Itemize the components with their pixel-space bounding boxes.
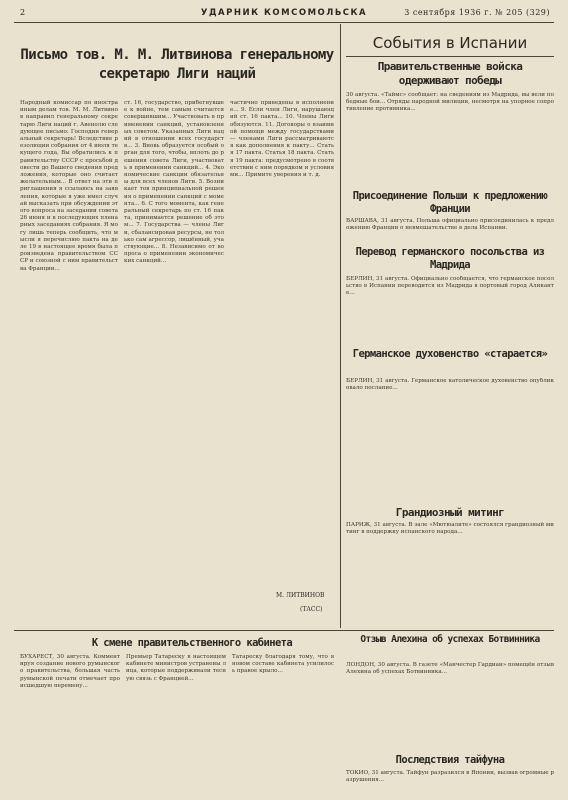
- page-number: 2: [20, 8, 26, 17]
- article-headline-embassy: Перевод германского посольства из Мадрида: [355, 246, 545, 271]
- cabinet-column-1: БУХАРЕСТ, 30 августа. Комментируя создание нового румынского правительства, большая часть румынской печати отмечает происшедшую перемену...: [20, 654, 120, 689]
- article-headline-cabinet: К смене правительственного кабинета: [91, 637, 293, 649]
- article-text-clergy: БЕРЛИН, 31 августа. Германское католическое духовенство опубликовало послание...: [346, 378, 554, 392]
- article-headline-victories: Правительственные войска одерживают победы: [377, 60, 523, 87]
- signature: М. ЛИТВИНОВ: [276, 592, 325, 599]
- issue-date: 3 сентября 1936 г. № 205 (329): [404, 8, 550, 17]
- article-headline-poland: Присоединение Польши к предложению Франции: [352, 190, 548, 215]
- column-divider: [340, 24, 341, 628]
- agency-tass: (ТАСС): [300, 606, 323, 613]
- cabinet-column-2: Премьер Татареску в настоящем кабинете министров устранены лица, которые поддерживали тесную связь с Францией...: [126, 654, 226, 682]
- article-text-rally: ПАРИЖ, 31 августа. В зале «Мютюалите» состоялся грандиозный митинг в поддержку испанского народа...: [346, 522, 554, 536]
- article-text-poland: ВАРШАВА, 31 августа. Польша официально присоединилась к предложению Франции о невмешательстве в дела Испании.: [346, 218, 554, 232]
- article-text-victories: 30 августа. «Таймс» сообщает: на сведениям из Мадрида, вы вели победные бои... Отряды народной милиции, несмотря на упорное сопротивление противника...: [346, 92, 554, 113]
- article-text-alekhine: ЛОНДОН, 30 августа. В газете «Манчестер Гардиан» помещён отзыв Алехина об успехах Ботвинника...: [346, 662, 554, 676]
- header-rule: [14, 22, 554, 23]
- article-headline-clergy: Германское духовенство «старается»: [352, 348, 548, 360]
- masthead: УДАРНИК КОМСОМОЛЬСКА: [200, 8, 368, 18]
- page-header: [14, 6, 554, 20]
- letter-column-2: ст. 16, государство, прибегнувшее к войне, тем самым считается совершившим... Участвовать в применении санкций, установленных советом. Указанных Лиги наций в отношении всех государств... 3. Вновь образуется особый орган для того, чтобы, вплоть до решения совета Лиги, участвовать в применении санкций... 4. Экономические санкции обязательны для всех членов Лиги. 5. Возникает тов принципиальной решения о применении санкций с момента... 6. С того момента, как генеральный секретарь по ст. 16 пакта, принимается решение об этом... 7. Государства — члены Лиги, сбалансировав ресурсы, не только сам агрессор, лишённый, участвующие... 8. Независимо от вопроса о применении экономических санкций...: [124, 100, 224, 265]
- spain-section-title: События в Испании: [372, 34, 528, 52]
- bottom-section-rule: [14, 630, 554, 631]
- article-headline-alekhine: Отзыв Алехина об успехах Ботвинника: [360, 634, 540, 645]
- article-headline-typhoon: Последствия тайфуна: [395, 754, 505, 766]
- cabinet-column-3: Татареску благодаря тому, что в новом составе кабинета усилилось правое крыло...: [232, 654, 334, 675]
- section-title-rule: [346, 56, 554, 57]
- litvinov-letter-headline: Письмо тов. М. М. Литвинова генеральному секретарю Лиги наций: [20, 47, 334, 82]
- article-text-embassy: БЕРЛИН, 31 августа. Официально сообщается, что германское посольство в Испании переводится из Мадрида в портовый город Аликанте...: [346, 276, 554, 297]
- letter-column-1: Народный комиссар по иностранным делам тов. М. М. Литвинов направил генеральному секретарю Лиги наций г. Авенолю следующее письмо: Господин генеральный секретарь! Вследствие резолюции собрания от 4 июля текущего года, Вы обратились к правительству СССР с просьбой довести до Вашего сведения предложения, которые оно считает желательным... В ответ на эти приглашения я ссылаюсь на заявления, которые я уже имел случай высказать при обсуждении этого вопроса на заседании совета 26 июня и в последующих пленарных заседаниях собрания. Я могу лишь теперь сообщить, что мысли я перечисляю пакта на деле 19 в настоящее время была произведена правительством СССР и союзной с ним правительства Франции...: [20, 100, 118, 272]
- article-text-typhoon: ТОКИО, 31 августа. Тайфун разразился в Японии, вызвав огромные разрушения...: [346, 770, 554, 784]
- article-headline-rally: Грандиозный митинг: [395, 506, 505, 519]
- letter-column-3: частично приведены в исполнение... 9. Если член Лиги, нарушающий ст. 16 пакта... 10. Члены Лиги обязуются. 11. Договоры о взаимной помощи между государствами — членами Лиги рассматриваются как дополнения к пакту... Статья 17 пакта. Статья 18 пакта. Статья 19 пакта: предусмотрено в соответствии с ним порядком и условиями... Примите уверения и т. д.: [230, 100, 334, 179]
